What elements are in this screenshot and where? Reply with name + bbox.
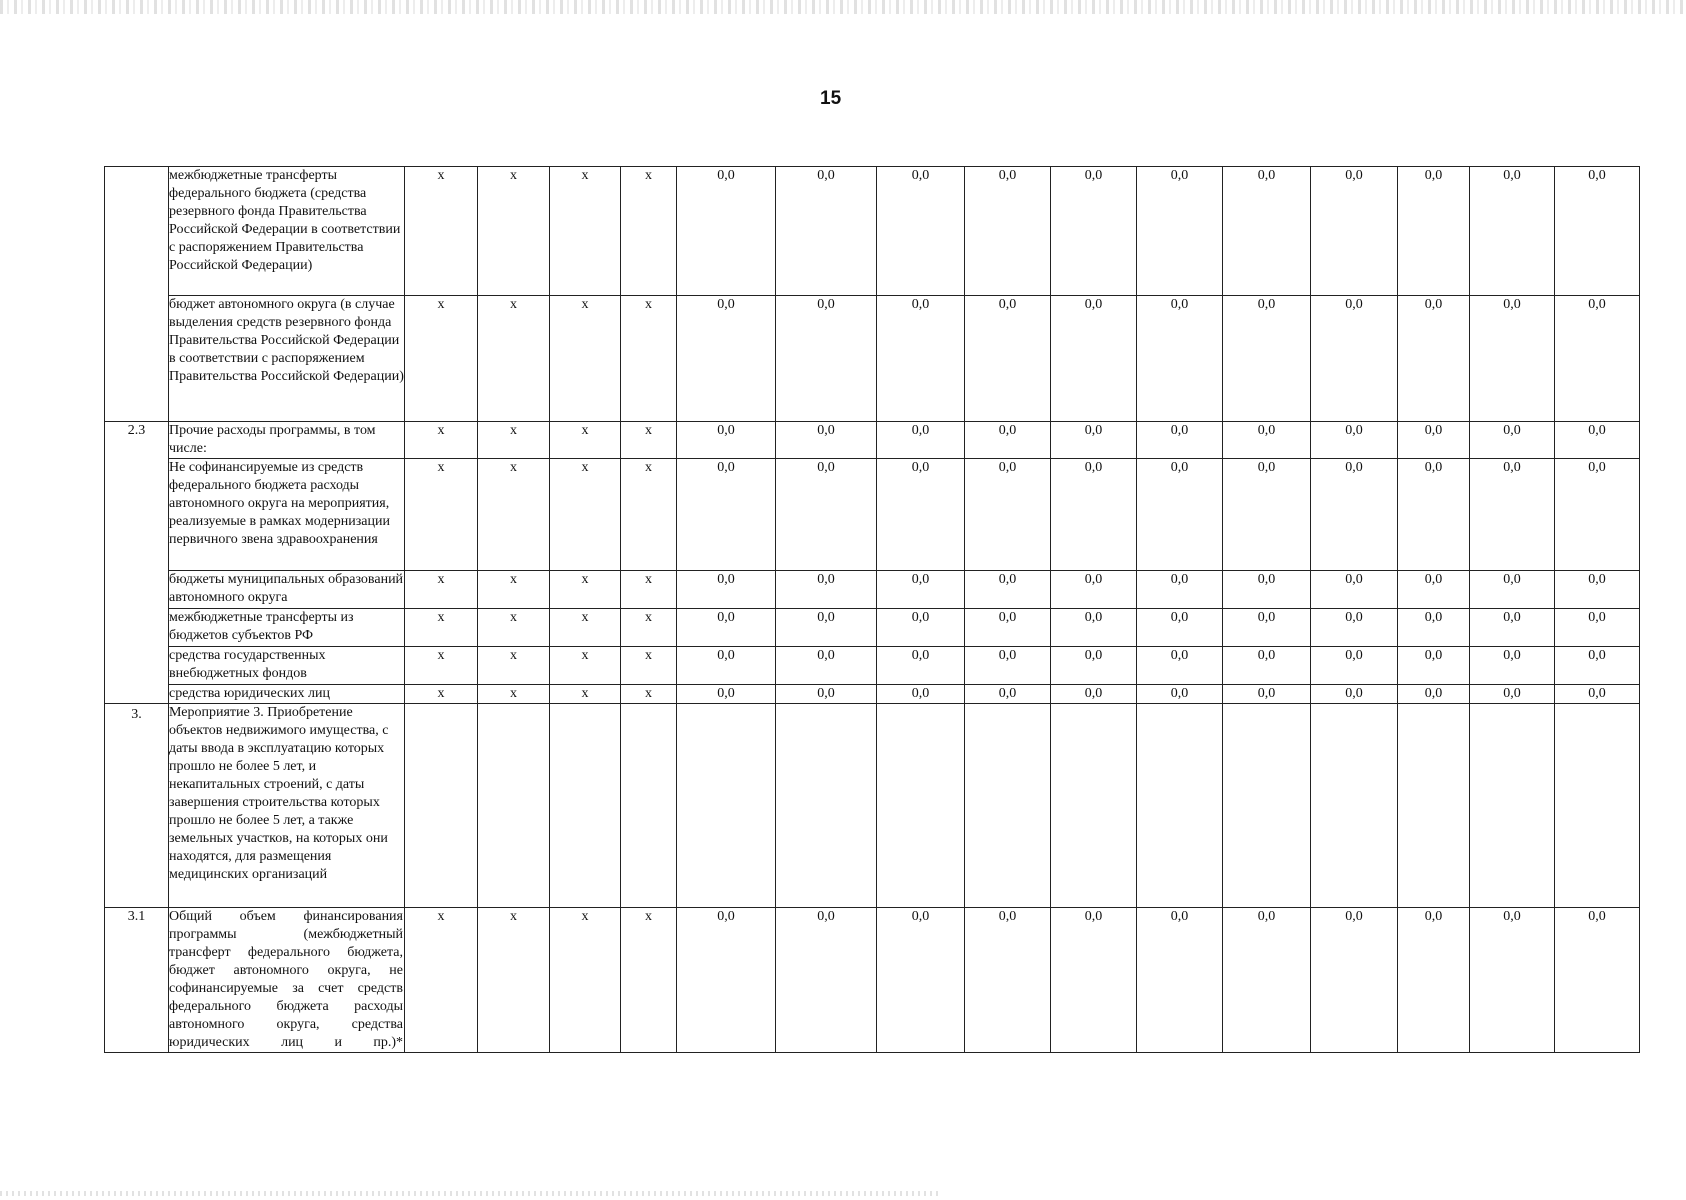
- x-cell: x: [621, 647, 677, 685]
- value-cell: 0,0: [965, 609, 1051, 647]
- x-cell: [478, 704, 550, 908]
- value-cell: 0,0: [965, 422, 1051, 459]
- x-cell: x: [621, 422, 677, 459]
- value-cell: 0,0: [1051, 459, 1137, 571]
- budget-table: [104, 166, 1640, 1053]
- row-number-cell: 2.3: [105, 422, 169, 704]
- value-cell: 0,0: [1051, 296, 1137, 422]
- row-label-cell: Мероприятие 3. Приобретение объектов недвижимого имущества, с даты ввода в эксплуатацию которых прошло не более 5 лет, и некапитальных строений, с даты завершения строительства которых прошло не более 5 лет, а также земельных участков, на которых они находятся, для размещения медицинских организаций: [169, 704, 405, 908]
- x-cell: x: [621, 908, 677, 1053]
- value-cell: 0,0: [1311, 908, 1398, 1053]
- value-cell: 0,0: [1311, 459, 1398, 571]
- value-cell: 0,0: [677, 422, 776, 459]
- row-label-cell: средства юридических лиц: [169, 685, 405, 704]
- x-cell: x: [478, 422, 550, 459]
- value-cell: 0,0: [1555, 571, 1640, 609]
- scan-edge-top: [0, 0, 1686, 14]
- value-cell: [1398, 704, 1470, 908]
- row-number-cell: [105, 167, 169, 422]
- row-label-cell: Общий объем финансирования программы (межбюджетный трансферт федерального бюджета, бюджет автономного округа, не софинансируемые за счет средств федерального бюджета расходы автономного округа, средства юридических лиц и пр.)*: [169, 908, 405, 1053]
- row-label-cell: средства государственных внебюджетных фондов: [169, 647, 405, 685]
- value-cell: [965, 704, 1051, 908]
- value-cell: 0,0: [965, 647, 1051, 685]
- value-cell: 0,0: [776, 685, 877, 704]
- value-cell: 0,0: [1137, 422, 1223, 459]
- x-cell: x: [405, 296, 478, 422]
- x-cell: x: [405, 609, 478, 647]
- value-cell: 0,0: [1051, 422, 1137, 459]
- value-cell: 0,0: [877, 647, 965, 685]
- x-cell: x: [550, 422, 621, 459]
- x-cell: x: [550, 685, 621, 704]
- x-cell: x: [550, 647, 621, 685]
- value-cell: 0,0: [1398, 571, 1470, 609]
- value-cell: 0,0: [1398, 908, 1470, 1053]
- x-cell: x: [478, 685, 550, 704]
- value-cell: 0,0: [1223, 571, 1311, 609]
- value-cell: 0,0: [1470, 609, 1555, 647]
- x-cell: [405, 704, 478, 908]
- value-cell: 0,0: [1311, 685, 1398, 704]
- value-cell: [1137, 704, 1223, 908]
- value-cell: 0,0: [1311, 609, 1398, 647]
- x-cell: [550, 704, 621, 908]
- value-cell: 0,0: [877, 571, 965, 609]
- value-cell: 0,0: [677, 609, 776, 647]
- value-cell: 0,0: [1470, 422, 1555, 459]
- value-cell: 0,0: [776, 459, 877, 571]
- value-cell: 0,0: [677, 459, 776, 571]
- x-cell: x: [405, 571, 478, 609]
- value-cell: 0,0: [877, 685, 965, 704]
- row-label-cell: межбюджетные трансферты федерального бюджета (средства резервного фонда Правительства Российской Федерации в соответствии с распоряжением Правительства Российской Федерации): [169, 167, 405, 296]
- table-row: [105, 609, 1640, 647]
- row-label-cell: Не софинансируемые из средств федерального бюджета расходы автономного округа на мероприятия, реализуемые в рамках модернизации первичного звена здравоохранения: [169, 459, 405, 571]
- x-cell: x: [621, 459, 677, 571]
- value-cell: 0,0: [776, 647, 877, 685]
- value-cell: 0,0: [1311, 422, 1398, 459]
- value-cell: 0,0: [776, 908, 877, 1053]
- value-cell: 0,0: [1311, 167, 1398, 296]
- value-cell: 0,0: [1137, 647, 1223, 685]
- x-cell: x: [621, 167, 677, 296]
- value-cell: 0,0: [1555, 647, 1640, 685]
- value-cell: 0,0: [1555, 167, 1640, 296]
- value-cell: 0,0: [1398, 459, 1470, 571]
- x-cell: x: [550, 296, 621, 422]
- value-cell: 0,0: [1223, 609, 1311, 647]
- value-cell: 0,0: [1137, 571, 1223, 609]
- value-cell: 0,0: [1555, 609, 1640, 647]
- table-row: [105, 296, 1640, 422]
- value-cell: 0,0: [776, 422, 877, 459]
- value-cell: 0,0: [1311, 647, 1398, 685]
- value-cell: 0,0: [1051, 685, 1137, 704]
- page-number: 15: [820, 88, 842, 109]
- table-row: [105, 704, 1640, 908]
- value-cell: [776, 704, 877, 908]
- value-cell: 0,0: [1555, 422, 1640, 459]
- row-label-cell: межбюджетные трансферты из бюджетов субъектов РФ: [169, 609, 405, 647]
- x-cell: x: [550, 571, 621, 609]
- row-label-cell: бюджеты муниципальных образований автономного округа: [169, 571, 405, 609]
- value-cell: [1311, 704, 1398, 908]
- value-cell: 0,0: [877, 908, 965, 1053]
- value-cell: 0,0: [1470, 908, 1555, 1053]
- value-cell: 0,0: [1398, 647, 1470, 685]
- x-cell: x: [478, 647, 550, 685]
- value-cell: 0,0: [1398, 685, 1470, 704]
- x-cell: x: [478, 459, 550, 571]
- table-row: [105, 571, 1640, 609]
- value-cell: 0,0: [1223, 422, 1311, 459]
- value-cell: 0,0: [1051, 647, 1137, 685]
- value-cell: 0,0: [1470, 647, 1555, 685]
- value-cell: 0,0: [1137, 908, 1223, 1053]
- x-cell: x: [478, 908, 550, 1053]
- x-cell: x: [405, 422, 478, 459]
- table-row: [105, 459, 1640, 571]
- value-cell: 0,0: [776, 609, 877, 647]
- x-cell: x: [621, 571, 677, 609]
- x-cell: x: [621, 296, 677, 422]
- x-cell: x: [478, 296, 550, 422]
- x-cell: x: [550, 908, 621, 1053]
- value-cell: [1051, 704, 1137, 908]
- x-cell: [621, 704, 677, 908]
- row-label-cell: бюджет автономного округа (в случае выделения средств резервного фонда Правительства Российской Федерации в соответствии с распоряжением Правительства Российской Федерации): [169, 296, 405, 422]
- value-cell: 0,0: [877, 296, 965, 422]
- value-cell: 0,0: [965, 908, 1051, 1053]
- table-row: [105, 647, 1640, 685]
- value-cell: 0,0: [965, 296, 1051, 422]
- value-cell: 0,0: [1470, 571, 1555, 609]
- value-cell: 0,0: [677, 908, 776, 1053]
- value-cell: 0,0: [1311, 571, 1398, 609]
- table-row: [105, 908, 1640, 1053]
- value-cell: 0,0: [1223, 685, 1311, 704]
- row-number-cell: 3.: [105, 704, 169, 908]
- x-cell: x: [621, 609, 677, 647]
- value-cell: 0,0: [1470, 459, 1555, 571]
- x-cell: x: [621, 685, 677, 704]
- value-cell: 0,0: [877, 167, 965, 296]
- value-cell: 0,0: [877, 459, 965, 571]
- value-cell: 0,0: [1555, 296, 1640, 422]
- row-number-cell: 3.1: [105, 908, 169, 1053]
- value-cell: 0,0: [1398, 296, 1470, 422]
- value-cell: 0,0: [677, 571, 776, 609]
- value-cell: 0,0: [1555, 908, 1640, 1053]
- value-cell: 0,0: [877, 609, 965, 647]
- value-cell: 0,0: [1398, 609, 1470, 647]
- x-cell: x: [550, 167, 621, 296]
- value-cell: 0,0: [677, 296, 776, 422]
- x-cell: x: [550, 609, 621, 647]
- value-cell: 0,0: [1223, 647, 1311, 685]
- x-cell: x: [478, 167, 550, 296]
- value-cell: 0,0: [1137, 609, 1223, 647]
- table-row: [105, 422, 1640, 459]
- value-cell: 0,0: [776, 571, 877, 609]
- value-cell: 0,0: [965, 459, 1051, 571]
- value-cell: 0,0: [1398, 167, 1470, 296]
- x-cell: x: [405, 459, 478, 571]
- value-cell: 0,0: [1223, 459, 1311, 571]
- row-label-cell: Прочие расходы программы, в том числе:: [169, 422, 405, 459]
- value-cell: 0,0: [1051, 908, 1137, 1053]
- value-cell: 0,0: [1223, 167, 1311, 296]
- value-cell: 0,0: [677, 685, 776, 704]
- x-cell: x: [478, 571, 550, 609]
- value-cell: 0,0: [677, 647, 776, 685]
- x-cell: x: [405, 647, 478, 685]
- value-cell: [1555, 704, 1640, 908]
- value-cell: 0,0: [965, 571, 1051, 609]
- value-cell: [677, 704, 776, 908]
- scan-edge-bottom: [0, 1191, 940, 1196]
- value-cell: 0,0: [1470, 167, 1555, 296]
- value-cell: [1470, 704, 1555, 908]
- value-cell: [877, 704, 965, 908]
- value-cell: 0,0: [1051, 609, 1137, 647]
- value-cell: 0,0: [1470, 685, 1555, 704]
- table-body: [105, 167, 1640, 1053]
- value-cell: 0,0: [1137, 685, 1223, 704]
- table-row: [105, 167, 1640, 296]
- x-cell: x: [550, 459, 621, 571]
- x-cell: x: [405, 167, 478, 296]
- value-cell: 0,0: [1311, 296, 1398, 422]
- value-cell: 0,0: [1051, 571, 1137, 609]
- x-cell: x: [478, 609, 550, 647]
- value-cell: 0,0: [776, 167, 877, 296]
- value-cell: 0,0: [1555, 459, 1640, 571]
- value-cell: 0,0: [965, 685, 1051, 704]
- value-cell: [1223, 704, 1311, 908]
- value-cell: 0,0: [1223, 296, 1311, 422]
- value-cell: 0,0: [877, 422, 965, 459]
- value-cell: 0,0: [1137, 167, 1223, 296]
- table-row: [105, 685, 1640, 704]
- value-cell: 0,0: [1051, 167, 1137, 296]
- value-cell: 0,0: [1470, 296, 1555, 422]
- x-cell: x: [405, 685, 478, 704]
- value-cell: 0,0: [1398, 422, 1470, 459]
- value-cell: 0,0: [677, 167, 776, 296]
- value-cell: 0,0: [1137, 296, 1223, 422]
- value-cell: 0,0: [1223, 908, 1311, 1053]
- value-cell: 0,0: [965, 167, 1051, 296]
- x-cell: x: [405, 908, 478, 1053]
- value-cell: 0,0: [1555, 685, 1640, 704]
- value-cell: 0,0: [1137, 459, 1223, 571]
- value-cell: 0,0: [776, 296, 877, 422]
